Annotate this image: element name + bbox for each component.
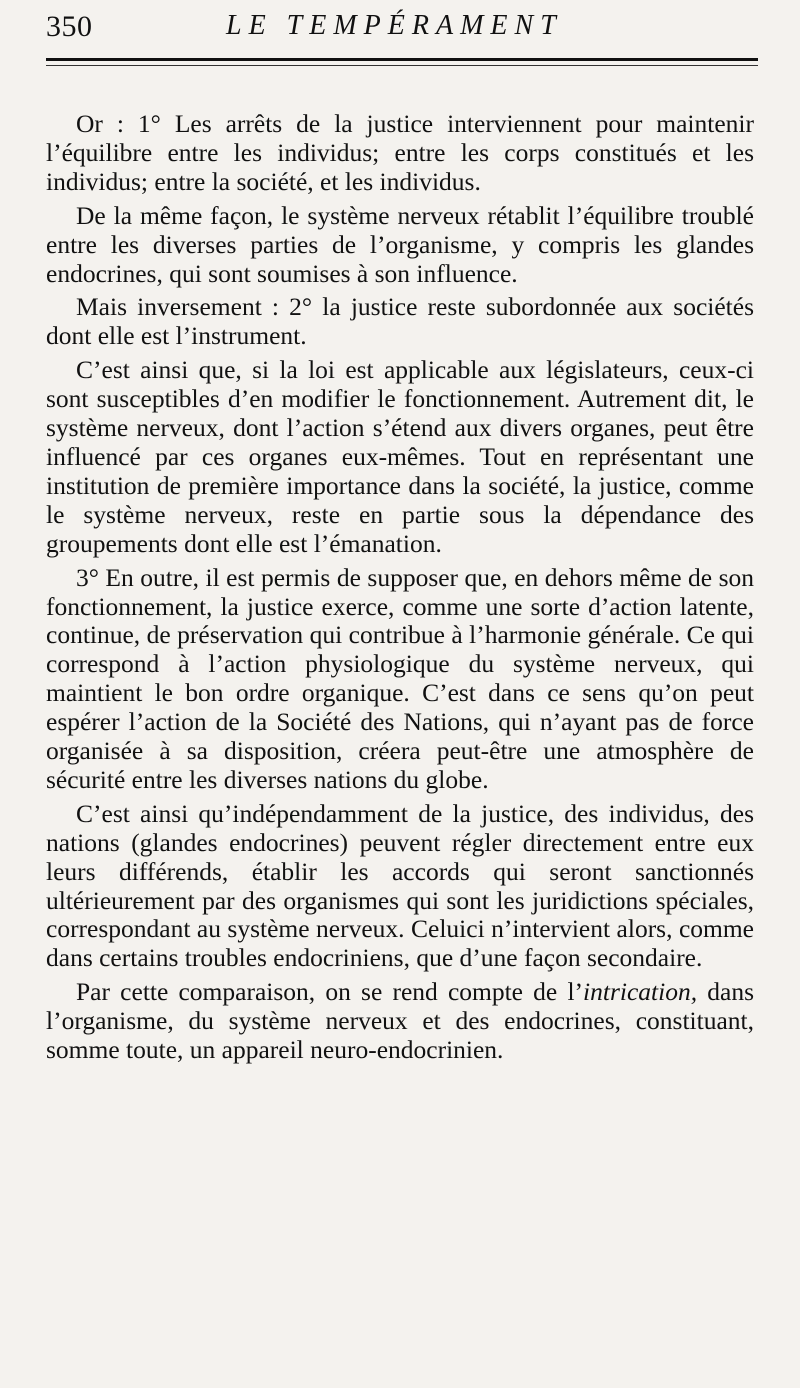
paragraph-7-end: dans l’organisme, du système nerveux et des endocrines, constituant, somme toute, un appareil neuro-endocrinien. (46, 977, 755, 1065)
paragraph-5: 3° En outre, il est permis de supposer que, en dehors même de son fonctionnement, la justice exerce, comme une sorte d’action latente, continue, de préservation qui contribue à l’harmonie générale. Ce qui correspond à l’action physiologique du système nerveux, qui maintient le bon ordre organique. C’est dans ce sens qu’on peut espérer l’action de la Société des Nations, qui n’ayant pas de force organisée à sa disposition, créera peut-être une atmosphère de sécurité entre les diverses nations du globe. (46, 562, 754, 794)
paragraph-4: C’est ainsi que, si la loi est applicable aux législateurs, ceux-ci sont susceptibles d’en modifier le fonctionnement. Autrement dit, le système nerveux, dont l’action s’étend aux divers organes, peut être influencé par ces organes eux-mêmes. Tout en représentant une institution de première importance dans la société, la justice, comme le système nerveux, reste en partie sous la dépendance des groupements dont elle est l’émanation. (46, 355, 754, 558)
header-rule (46, 58, 758, 61)
page-header (46, 0, 752, 56)
page-body (46, 110, 754, 1070)
paragraph-1: Or : 1° Les arrêts de la justice interviennent pour maintenir l’équilibre entre les individus; entre les corps constitués et les individus; entre la société, et les individus. (46, 109, 754, 196)
page-number: 350 (46, 10, 93, 43)
running-title: LE TEMPÉRAMENT (226, 10, 563, 41)
paragraph-7-start: Par cette comparaison, on se rend compte de l’ (76, 977, 584, 1007)
paragraph-3: Mais inversement : 2° la justice reste subordonnée aux sociétés dont elle est l’instrument. (46, 292, 754, 351)
header-rule-thin (46, 65, 758, 66)
paragraph-7 (46, 978, 754, 1065)
paragraph-2: De la même façon, le système nerveux rétablit l’équilibre troublé entre les diverses parties de l’organisme, y compris les glandes endocrines, qui sont soumises à son influence. (46, 200, 754, 288)
paragraph-7-italic: intrication, (583, 977, 698, 1007)
paragraph-6: C’est ainsi qu’indépendamment de la justice, des individus, des nations (glandes endocrines) peuvent régler directement entre eux leurs différends, établir les accords qui seront sanctionnés ultérieurement par des organismes qui sont les juridictions spéciales, correspondant au système nerveux. Celuici n’intervient alors, comme dans certains troubles endocriniens, que d’une façon secondaire. (46, 798, 754, 973)
